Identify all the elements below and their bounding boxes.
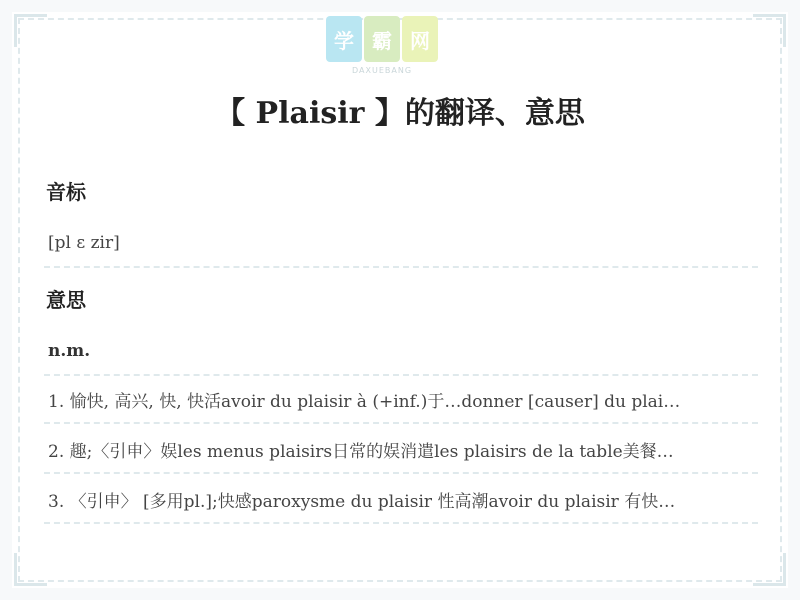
- corner-ornament: [14, 14, 47, 47]
- definition-row: [44, 376, 758, 424]
- phonetic-text: [pl ɛ zir]: [48, 233, 120, 253]
- definition-text: 2. 趣;〈引申〉娱les menus plaisirs日常的娱消遣les plaisirs de la table美餐…: [48, 441, 674, 462]
- definition-text: 3. 〈引申〉 [多用pl.];快感paroxysme du plaisir 性高潮avoir du plaisir 有快…: [48, 491, 676, 512]
- definition-text: 1. 愉快, 高兴, 快, 快活avoir du plaisir à (+inf.)于…donner [causer] du plai…: [48, 391, 681, 412]
- part-of-speech-row: [44, 328, 758, 376]
- corner-ornament: [753, 553, 786, 586]
- definition-row: [44, 476, 758, 524]
- page-title: 【 Plaisir 】的翻译、意思: [215, 96, 585, 131]
- logo-block: 学: [326, 16, 362, 62]
- logo-subtitle: DAXUEBANG: [351, 66, 413, 75]
- phonetic-row: [44, 220, 758, 268]
- logo-block: 网: [402, 16, 438, 62]
- meaning-heading: 意思: [46, 288, 86, 312]
- phonetic-heading: 音标: [46, 180, 86, 204]
- definition-row: [44, 426, 758, 474]
- logo-block: 霸: [364, 16, 400, 62]
- corner-ornament: [753, 14, 786, 47]
- part-of-speech: n.m.: [48, 341, 91, 361]
- corner-ornament: [14, 553, 47, 586]
- site-logo: [326, 16, 438, 62]
